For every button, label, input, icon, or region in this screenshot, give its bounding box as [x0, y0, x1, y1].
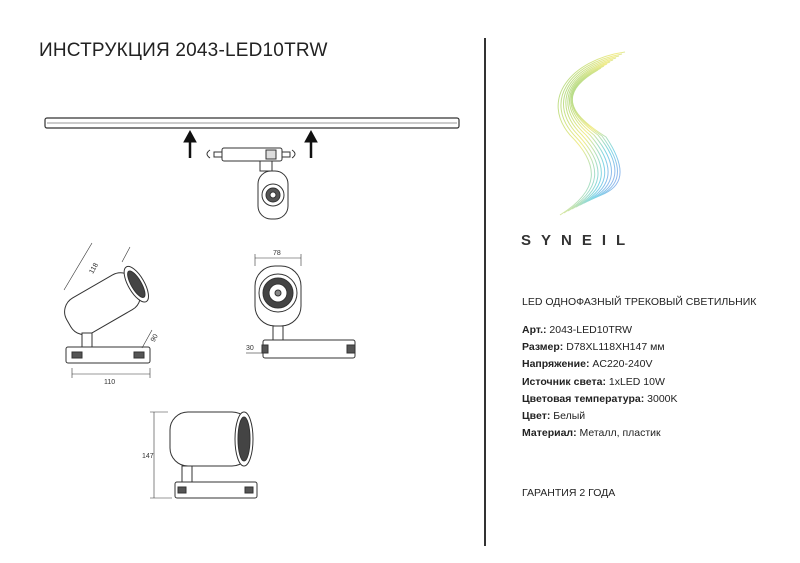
spec-row — [522, 374, 678, 391]
document-title: ИНСТРУКЦИЯ 2043-LED10TRW — [39, 40, 328, 61]
spec-list — [522, 322, 678, 442]
spec-label: Арт.: — [522, 324, 547, 336]
spec-label: Цветовая температура: — [522, 392, 645, 405]
lamp-head-top — [258, 171, 288, 219]
dim-height: 147 — [142, 453, 154, 460]
dim-base: 110 — [104, 379, 116, 386]
spec-value: Белый — [550, 410, 586, 423]
spec-row — [522, 339, 678, 356]
spec-label: Напряжение: — [522, 358, 590, 371]
dim-length: 118 — [88, 262, 101, 276]
spec-value: AC220-240V — [589, 358, 653, 371]
dim-diameter: 78 — [273, 250, 281, 257]
brand-name: SYNEIL — [521, 232, 636, 249]
adapter-top — [214, 148, 290, 171]
side-view — [59, 243, 153, 378]
spec-row — [522, 356, 678, 373]
spec-label: Материал: — [522, 427, 577, 440]
spec-value: 3000K — [644, 392, 678, 405]
spec-row — [522, 322, 678, 339]
page-divider — [484, 38, 486, 546]
spec-row — [522, 425, 678, 442]
spec-value: D78XL118XH147 мм — [563, 341, 665, 354]
spec-value: 1xLED 10W — [605, 375, 665, 388]
product-type: LED ОДНОФАЗНЫЙ ТРЕКОВЫЙ СВЕТИЛЬНИК — [522, 296, 757, 308]
spec-row — [522, 391, 678, 408]
dim-offset: 30 — [246, 345, 254, 352]
spec-row — [522, 408, 678, 425]
spec-label: Источник света: — [522, 375, 606, 388]
warranty-text: ГАРАНТИЯ 2 ГОДА — [522, 487, 616, 499]
track-rail — [45, 118, 459, 128]
wave-logo-icon — [530, 40, 640, 225]
spec-value: 2043-LED10TRW — [546, 324, 633, 336]
bottom-view — [150, 412, 257, 498]
spec-label: Цвет: — [522, 410, 551, 423]
front-view — [246, 254, 355, 358]
dim-angle: 90 — [149, 333, 160, 344]
spec-label: Размер: — [522, 341, 564, 354]
spec-value: Металл, пластик — [576, 427, 661, 440]
